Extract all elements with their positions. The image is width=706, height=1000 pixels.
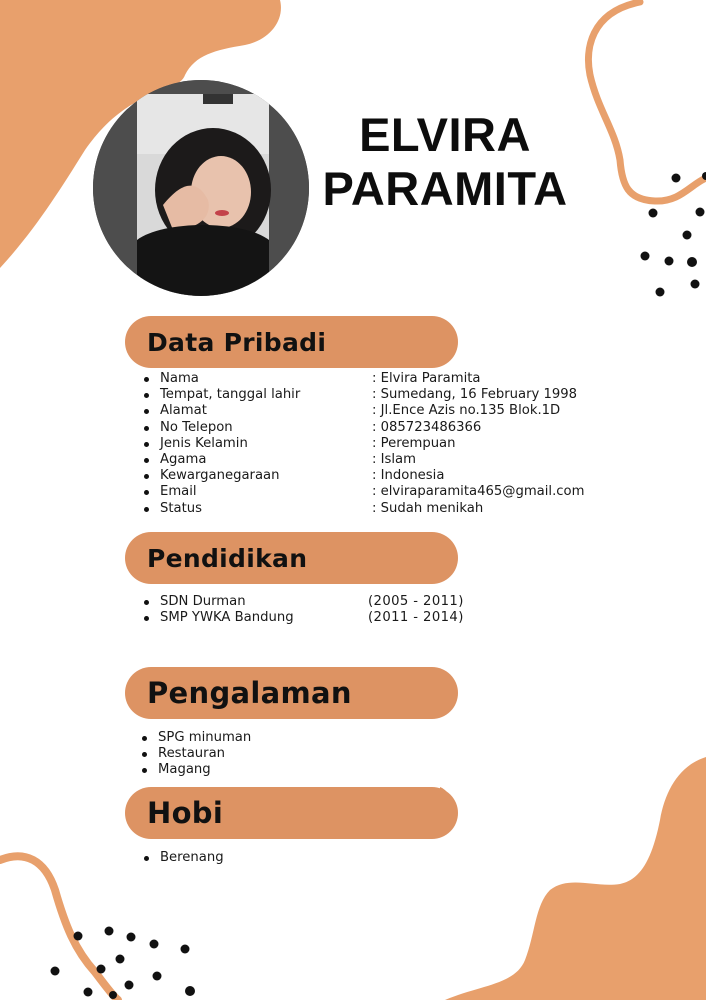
bottom-left-dots (51, 927, 196, 1000)
list-item: Restauran (138, 746, 251, 762)
field-value: : Perempuan (372, 435, 456, 451)
section-title-hobby: Hobi (147, 796, 224, 830)
list-item (140, 484, 585, 500)
list-item (140, 387, 578, 403)
field-label: Status (160, 500, 203, 516)
list-item (140, 452, 416, 468)
profile-photo (93, 80, 309, 296)
experience-list (138, 730, 251, 779)
field-value: : Elvira Paramita (372, 371, 481, 386)
list-item (140, 419, 482, 436)
bottom-left-curve (0, 856, 118, 1000)
first-name: ELVIRA (359, 108, 531, 161)
top-right-dots (641, 172, 706, 297)
section-header-education (125, 532, 458, 584)
section-header-personal (125, 316, 458, 368)
list-item (140, 500, 484, 517)
field-label: Agama (160, 452, 207, 468)
field-value: : Sumedang, 16 February 1998 (372, 387, 578, 403)
list-item (140, 594, 464, 610)
list-item (140, 403, 561, 419)
top-right-curve (588, 2, 706, 201)
list-item: Berenang (140, 850, 224, 866)
field-label: Alamat (160, 403, 207, 419)
field-value: : Jl.Ence Azis no.135 Blok.1D (372, 403, 561, 419)
list-item (140, 468, 445, 484)
field-label: Nama (160, 371, 199, 386)
hobby-list (140, 850, 224, 866)
field-label: No Telepon (160, 419, 233, 435)
list-item: Magang (138, 762, 251, 778)
field-label: Jenis Kelamin (160, 435, 248, 451)
school-years: (2011 - 2014) (368, 610, 464, 626)
section-title-experience: Pengalaman (147, 676, 352, 710)
school-name: SMP YWKA Bandung (160, 610, 294, 626)
last-name: PARAMITA (322, 162, 568, 215)
bottom-right-blob (445, 757, 706, 1000)
section-title-education: Pendidikan (147, 543, 308, 573)
list-item (140, 610, 464, 626)
school-name: SDN Durman (160, 594, 246, 609)
field-label: Tempat, tanggal lahir (160, 387, 301, 403)
section-header-experience (125, 667, 458, 719)
school-years: (2005 - 2011) (368, 594, 464, 609)
list-item (140, 435, 456, 452)
field-value: : 085723486366 (372, 419, 482, 435)
field-label: Kewarganegaraan (160, 468, 280, 484)
education-list (140, 594, 464, 626)
field-value: : Sudah menikah (372, 500, 484, 516)
section-title-personal: Data Pribadi (147, 327, 327, 357)
list-item (140, 371, 481, 387)
list-item: SPG minuman (138, 730, 251, 746)
section-header-hobby (125, 787, 458, 839)
personal-data-list (140, 371, 585, 517)
field-value: : Indonesia (372, 468, 445, 484)
field-value: : elviraparamita465@gmail.com (372, 484, 585, 500)
portrait-image (93, 80, 309, 296)
field-value: : Islam (372, 452, 416, 468)
field-label: Email (160, 484, 197, 500)
candidate-name (300, 108, 590, 216)
